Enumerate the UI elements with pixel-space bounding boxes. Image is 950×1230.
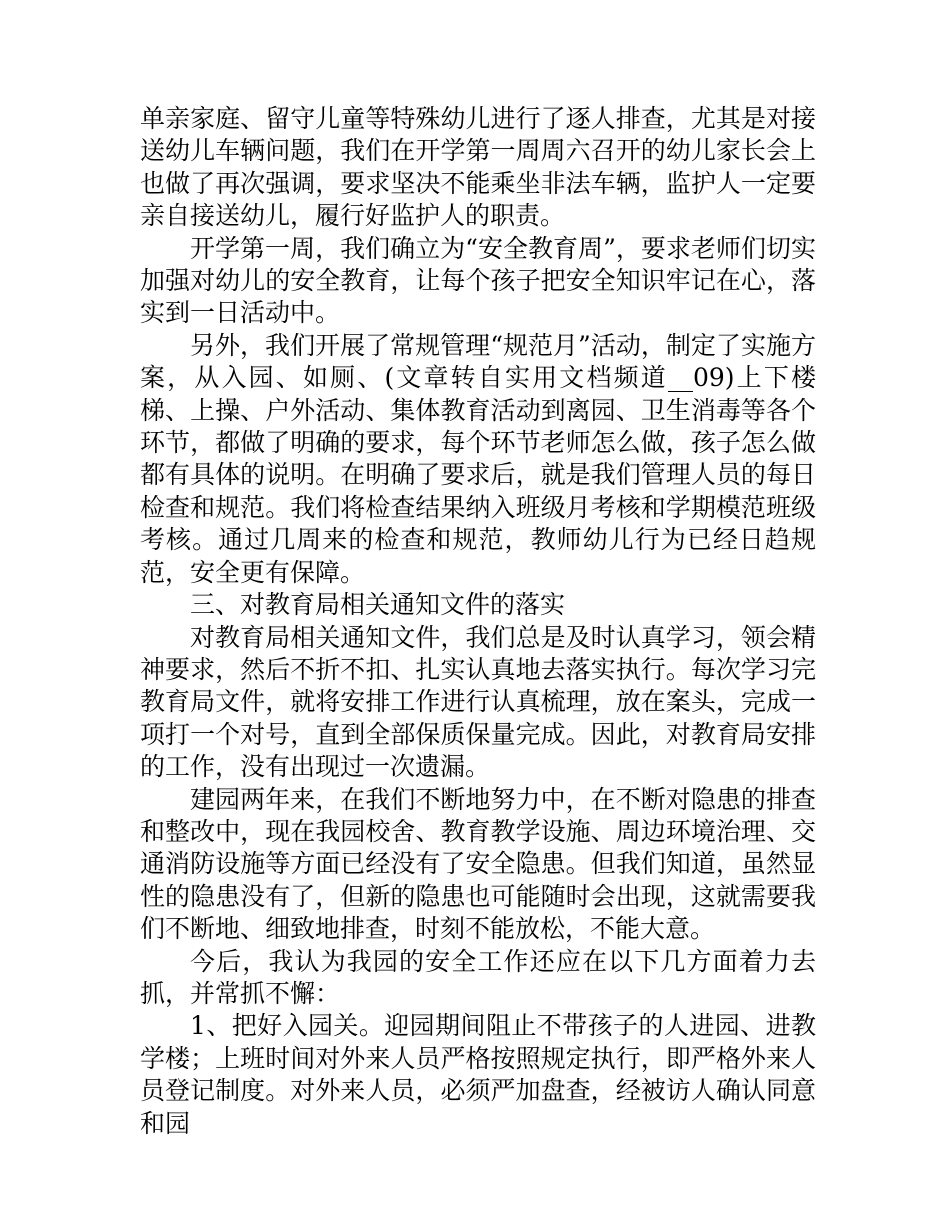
paragraph-1: 单亲家庭、留守儿童等特殊幼儿进行了逐人排查，尤其是对接送幼儿车辆问题，我们在开学第一周周六召开的幼儿家长会上也做了再次强调，要求坚决不能乘坐非法车辆，监护人一定要亲自接送幼儿，履行好监护人的职责。 — [140, 104, 816, 231]
document-page — [140, 103, 816, 1140]
paragraph-6: 建园两年来，在我们不断地努力中，在不断对隐患的排查和整改中，现在我园校舍、教育教学设施、周边环境治理、交通消防设施等方面已经没有了安全隐患。但我们知道，虽然显性的隐患没有了，但新的隐患也可能随时会出现，这就需要我们不断地、细致地排查，时刻不能放松，不能大意。 — [140, 784, 816, 944]
section-heading-3: 三、对教育局相关通知文件的落实 — [190, 590, 566, 620]
paragraph-3: 另外，我们开展了常规管理“规范月”活动，制定了实施方案，从入园、如厕、(文章转自实用文档频道__09)上下楼梯、上操、户外活动、集体教育活动到离园、卫生消毒等各个环节，都做了明确的要求，每个环节老师怎么做，孩子怎么做都有具体的说明。在明确了要求后，就是我们管理人员的每日检查和规范。我们将检查结果纳入班级月考核和学期模范班级考核。通过几周来的检查和规范，教师幼儿行为已经日趋规范，安全更有保障。 — [140, 330, 816, 587]
paragraph-7: 今后，我认为我园的安全工作还应在以下几方面着力去抓，并常抓不懈： — [140, 946, 816, 1008]
paragraph-5: 对教育局相关通知文件，我们总是及时认真学习，领会精神要求，然后不折不扣、扎实认真地去落实执行。每次学习完教育局文件，就将安排工作进行认真梳理，放在案头，完成一项打一个对号，直到全部保质保量完成。因此，对教育局安排的工作，没有出现过一次遗漏。 — [140, 622, 816, 782]
paragraph-2: 开学第一周，我们确立为“安全教育周”，要求老师们切实加强对幼儿的安全教育，让每个孩子把安全知识牢记在心，落实到一日活动中。 — [140, 233, 816, 328]
paragraph-8: 1、把好入园关。迎园期间阻止不带孩子的人进园、进教学楼；上班时间对外来人员严格按照规定执行，即严格外来人员登记制度。对外来人员，必须严加盘查，经被访人确认同意和园 — [140, 1011, 816, 1138]
